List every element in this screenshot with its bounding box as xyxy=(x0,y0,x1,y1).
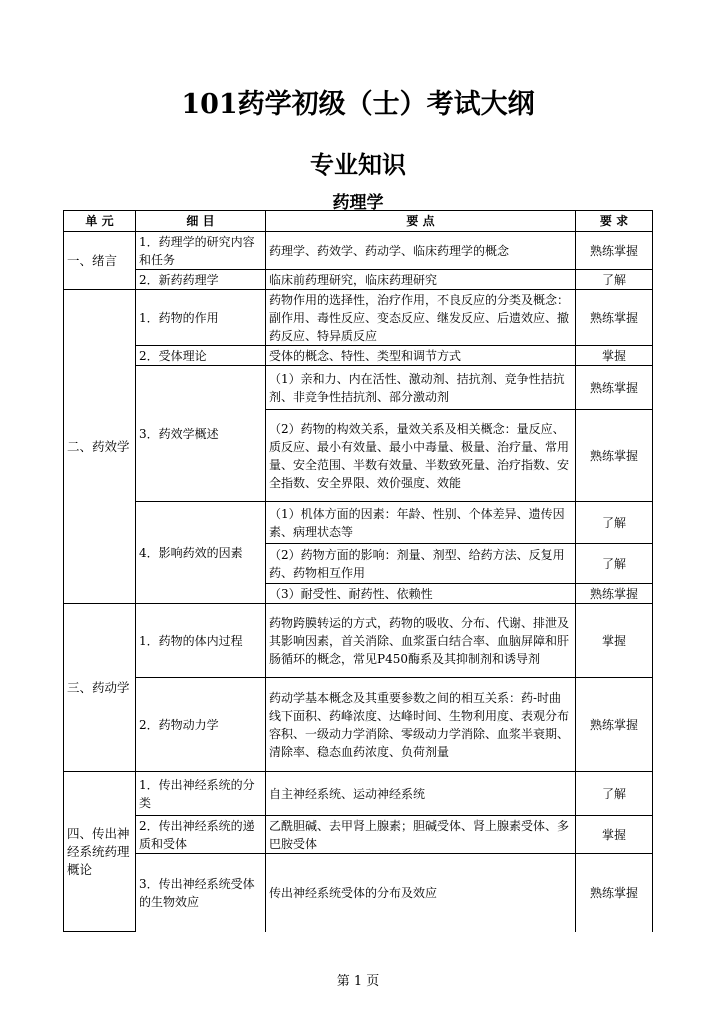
unit-cell: 四、传出神经系统药理概论 xyxy=(64,772,136,932)
requirement-cell: 熟练掌握 xyxy=(576,290,653,346)
point-cell: 临床前药理研究，临床药理研究 xyxy=(266,270,576,290)
requirement-cell: 熟练掌握 xyxy=(576,232,653,270)
header-unit: 单 元 xyxy=(64,211,136,232)
requirement-cell: 熟练掌握 xyxy=(576,678,653,772)
requirement-cell: 掌握 xyxy=(576,346,653,366)
item-cell: 1．药物的作用 xyxy=(136,290,266,346)
unit-cell: 三、药动学 xyxy=(64,604,136,772)
table-row xyxy=(64,854,653,932)
item-cell: 3．药效学概述 xyxy=(136,366,266,502)
item-cell: 3．传出神经系统受体的生物效应 xyxy=(136,854,266,932)
table-header-row xyxy=(64,211,653,232)
page-subtitle: 专业知识 xyxy=(310,150,406,179)
table-row xyxy=(64,816,653,854)
table-row xyxy=(64,232,653,270)
requirement-cell: 了解 xyxy=(576,502,653,544)
point-cell: 乙酰胆碱、去甲肾上腺素；胆碱受体、肾上腺素受体、多巴胺受体 xyxy=(266,816,576,854)
table-row xyxy=(64,678,653,772)
syllabus-table xyxy=(63,210,653,932)
point-cell: 药理学、药效学、药动学、临床药理学的概念 xyxy=(266,232,576,270)
unit-cell: 二、药效学 xyxy=(64,290,136,604)
requirement-cell: 熟练掌握 xyxy=(576,854,653,932)
requirement-cell: 了解 xyxy=(576,772,653,816)
requirement-cell: 了解 xyxy=(576,270,653,290)
point-cell: （2）药物方面的影响：剂量、剂型、给药方法、反复用药、药物相互作用 xyxy=(266,544,576,584)
item-cell: 1．药理学的研究内容和任务 xyxy=(136,232,266,270)
item-cell: 2．受体理论 xyxy=(136,346,266,366)
point-cell: （1）亲和力、内在活性、激动剂、拮抗剂、竞争性拮抗剂、非竞争性拮抗剂、部分激动剂 xyxy=(266,366,576,410)
page-number: 第 1 页 xyxy=(336,974,380,989)
table-row xyxy=(64,366,653,410)
point-cell: 受体的概念、特性、类型和调节方式 xyxy=(266,346,576,366)
requirement-cell: 掌握 xyxy=(576,816,653,854)
table-row xyxy=(64,772,653,816)
point-cell: （2）药物的构效关系，量效关系及相关概念：量反应、质反应、最小有效量、最小中毒量、极量、治疗量、常用量、安全范围、半数有效量、半数致死量、治疗指数、安全指数、安全界限、效价强度、效能 xyxy=(266,410,576,502)
item-cell: 4．影响药效的因素 xyxy=(136,502,266,604)
requirement-cell: 熟练掌握 xyxy=(576,584,653,604)
table-row xyxy=(64,290,653,346)
header-requirement: 要 求 xyxy=(576,211,653,232)
point-cell: 药物作用的选择性，治疗作用，不良反应的分类及概念：副作用、毒性反应、变态反应、继发反应、后遗效应、撤药反应、特异质反应 xyxy=(266,290,576,346)
point-cell: 药动学基本概念及其重要参数之间的相互关系：药-时曲线下面积、药峰浓度、达峰时间、生物利用度、表观分布容积、一级动力学消除、零级动力学消除、血浆半衰期、清除率、稳态血药浓度、负荷剂量 xyxy=(266,678,576,772)
point-cell: （1）机体方面的因素：年龄、性别、个体差异、遗传因素、病理状态等 xyxy=(266,502,576,544)
item-cell: 2．药物动力学 xyxy=(136,678,266,772)
header-point: 要 点 xyxy=(266,211,576,232)
table-row xyxy=(64,270,653,290)
point-cell: 传出神经系统受体的分布及效应 xyxy=(266,854,576,932)
requirement-cell: 了解 xyxy=(576,544,653,584)
item-cell: 2．传出神经系统的递质和受体 xyxy=(136,816,266,854)
point-cell: 自主神经系统、运动神经系统 xyxy=(266,772,576,816)
item-cell: 1．传出神经系统的分类 xyxy=(136,772,266,816)
item-cell: 1．药物的体内过程 xyxy=(136,604,266,678)
header-item: 细 目 xyxy=(136,211,266,232)
unit-cell: 一、绪言 xyxy=(64,232,136,290)
point-cell: （3）耐受性、耐药性、依赖性 xyxy=(266,584,576,604)
requirement-cell: 熟练掌握 xyxy=(576,410,653,502)
table-row xyxy=(64,346,653,366)
section-title: 药理学 xyxy=(332,193,384,213)
point-cell: 药物跨膜转运的方式，药物的吸收、分布、代谢、排泄及其影响因素，首关消除、血浆蛋白结合率、血脑屏障和肝肠循环的概念，常见P450酶系及其抑制剂和诱导剂 xyxy=(266,604,576,678)
table-row xyxy=(64,502,653,544)
page-title: 101药学初级（士）考试大纲 xyxy=(181,89,535,120)
requirement-cell: 熟练掌握 xyxy=(576,366,653,410)
requirement-cell: 掌握 xyxy=(576,604,653,678)
item-cell: 2．新药药理学 xyxy=(136,270,266,290)
table-row xyxy=(64,604,653,678)
